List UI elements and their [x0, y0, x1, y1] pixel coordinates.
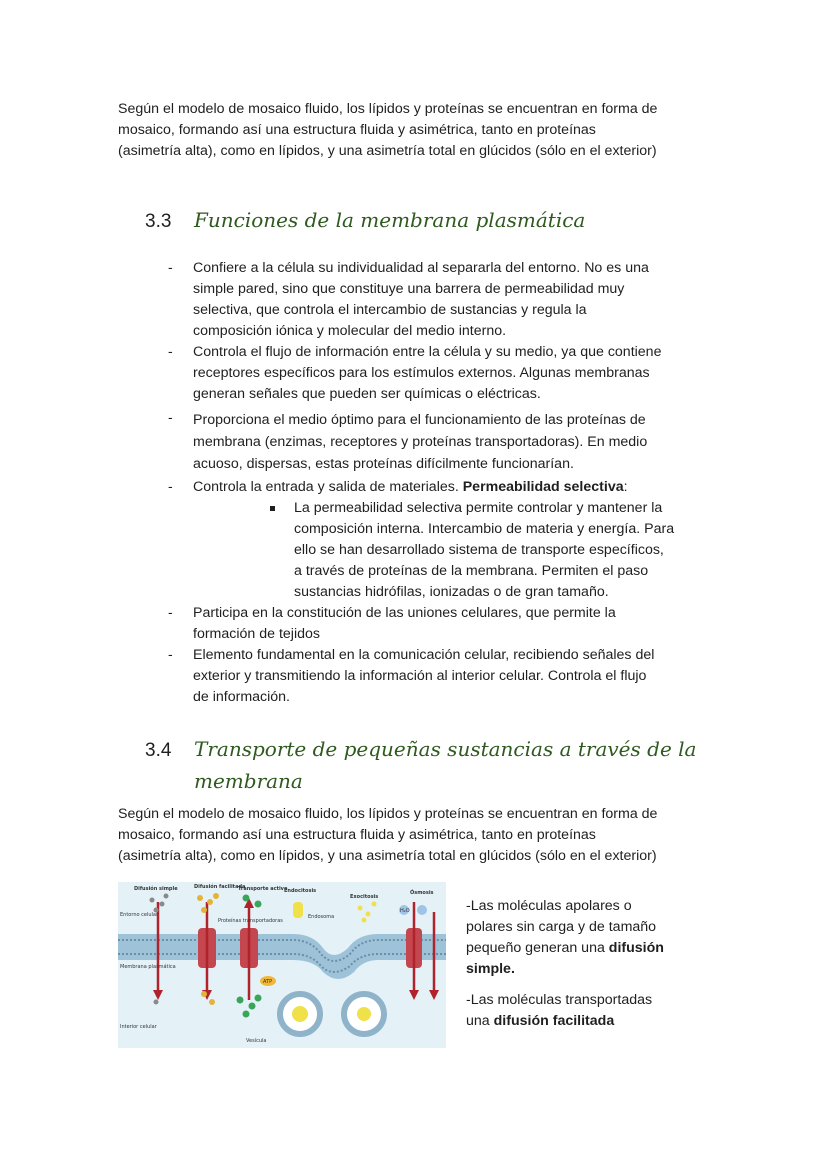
label-osmosis: Ósmosis: [410, 890, 434, 896]
bullet-line: Participa en la constitución de las uniones celulares, que permite la: [193, 605, 616, 621]
intro-line: Según el modelo de mosaico fluido, los lípidos y proteínas se encuentran en forma de: [118, 101, 658, 117]
bullet-item: [193, 477, 713, 498]
bullet-line: Proporciona el medio óptimo para el funcionamiento de las proteínas de: [193, 412, 646, 428]
side-bold: difusión facilitada: [493, 1013, 615, 1029]
sub-bullet-line: composición interna. Intercambio de materia y energía. Para: [294, 521, 675, 537]
bullet-line: composición iónica y molecular del medio interno.: [193, 323, 507, 339]
label-proteinas: Proteínas transportadoras: [218, 918, 283, 924]
bullet-item: [193, 645, 713, 708]
section-heading-3-3: [145, 208, 585, 233]
bullet-line: acuoso, dispersas, estas proteínas difícilmente funcionarían.: [193, 456, 574, 472]
intro-line: mosaico, formando así una estructura fluida y asimétrica, tanto en proteínas: [118, 827, 596, 843]
intro-paragraph: [118, 99, 718, 162]
sub-bullet-line: sustancias hidrófilas, ionizadas o de gran tamaño.: [294, 584, 609, 600]
sub-bullet-item: [294, 498, 714, 603]
label-h2o: H₂O: [400, 908, 410, 914]
square-bullet-icon: [270, 506, 275, 511]
intro-line: mosaico, formando así una estructura fluida y asimétrica, tanto en proteínas: [118, 122, 596, 138]
bullet-line: formación de tejidos: [193, 626, 320, 642]
intro-line: (asimetría alta), como en lípidos, y una asimetría total en glúcidos (sólo en el exterior): [118, 848, 657, 864]
vesicle-content: [292, 1006, 308, 1022]
label-atp: ATP: [263, 979, 273, 985]
side-paragraph-1: [466, 896, 706, 980]
section-title: Transporte de pequeñas sustancias a través de la: [194, 737, 697, 761]
bullet-item: [193, 409, 713, 475]
side-paragraph-2: [466, 990, 706, 1032]
sub-bullet-line: a través de proteínas de la membrana. Permiten el paso: [294, 563, 649, 579]
bullet-line: generan señales que pueden ser químicas o eléctricas.: [193, 386, 541, 402]
label-endocitosis: Endocitosis: [284, 888, 317, 894]
bullet-colon: :: [623, 479, 628, 495]
endocytosis-particle: [293, 902, 303, 918]
label-transporte-activo: Transporte activo: [238, 886, 288, 892]
label-exocitosis: Exocitosis: [350, 894, 379, 900]
section-title-continued: membrana: [194, 769, 303, 793]
side-line: -Las moléculas apolares o: [466, 898, 632, 914]
side-bold: difusión: [608, 940, 664, 956]
intro-line: (asimetría alta), como en lípidos, y una asimetría total en glúcidos (sólo en el exterior): [118, 143, 657, 159]
side-line: pequeño generan una: [466, 940, 609, 956]
section-heading-3-4: [145, 734, 696, 796]
label-entorno: Entorno celular: [120, 912, 159, 918]
intro-paragraph-2: [118, 804, 718, 867]
label-difusion-simple: Difusión simple: [134, 886, 178, 892]
membrane-transport-figure: [118, 882, 446, 1048]
label-endosoma: Endosoma: [308, 914, 335, 920]
bullet-line: Confiere a la célula su individualidad al separarla del entorno. No es una: [193, 260, 649, 276]
section-number: 3.4: [145, 740, 172, 761]
dash-bullet-icon: -: [168, 478, 173, 494]
label-vesicula: Vesícula: [246, 1038, 267, 1044]
bullet-bold-text: Permeabilidad selectiva: [462, 479, 624, 495]
bullet-line: de información.: [193, 689, 290, 705]
sub-bullet-line: La permeabilidad selectiva permite controlar y mantener la: [294, 500, 663, 516]
bullet-line: selectiva, que controla el intercambio de sustancias y regula la: [193, 302, 587, 318]
bullet-text: Controla la entrada y salida de materiales.: [193, 479, 463, 495]
side-line: polares sin carga y de tamaño: [466, 919, 657, 935]
bullet-line: membrana (enzimas, receptores y proteínas transportadoras). En medio: [193, 434, 648, 450]
bullet-item: [193, 603, 713, 645]
intro-line: Según el modelo de mosaico fluido, los lípidos y proteínas se encuentran en forma de: [118, 806, 658, 822]
bullet-line: Elemento fundamental en la comunicación celular, recibiendo señales del: [193, 647, 655, 663]
bullet-line: simple pared, sino que constituye una barrera de permeabilidad muy: [193, 281, 625, 297]
vesicle-content: [357, 1007, 371, 1021]
label-interior: Interior celular: [120, 1024, 157, 1030]
label-difusion-facilitada: Difusión facilitada: [194, 884, 246, 890]
sub-bullet-line: ello se han desarrollado sistema de transporte específicos,: [294, 542, 664, 558]
bullet-line: Controla el flujo de información entre la célula y su medio, ya que contiene: [193, 344, 662, 360]
dash-bullet-icon: -: [168, 646, 173, 662]
dash-bullet-icon: -: [168, 604, 173, 620]
side-line: una: [466, 1013, 494, 1029]
section-title: Funciones de la membrana plasmática: [194, 208, 586, 232]
section-number: 3.3: [145, 211, 172, 232]
bullet-item: [193, 342, 713, 405]
dash-bullet-icon: -: [168, 409, 173, 425]
side-line: -Las moléculas transportadas: [466, 992, 653, 1008]
water-molecule: [417, 905, 427, 915]
bullet-line: receptores específicos para los estímulos externos. Algunas membranas: [193, 365, 650, 381]
bullet-line: exterior y transmitiendo la información al interior celular. Controla el flujo: [193, 668, 647, 684]
dash-bullet-icon: -: [168, 343, 173, 359]
label-membrana: Membrana plasmática: [120, 964, 176, 970]
side-bold: simple.: [466, 961, 515, 977]
dash-bullet-icon: -: [168, 259, 173, 275]
bullet-item: [193, 258, 713, 342]
